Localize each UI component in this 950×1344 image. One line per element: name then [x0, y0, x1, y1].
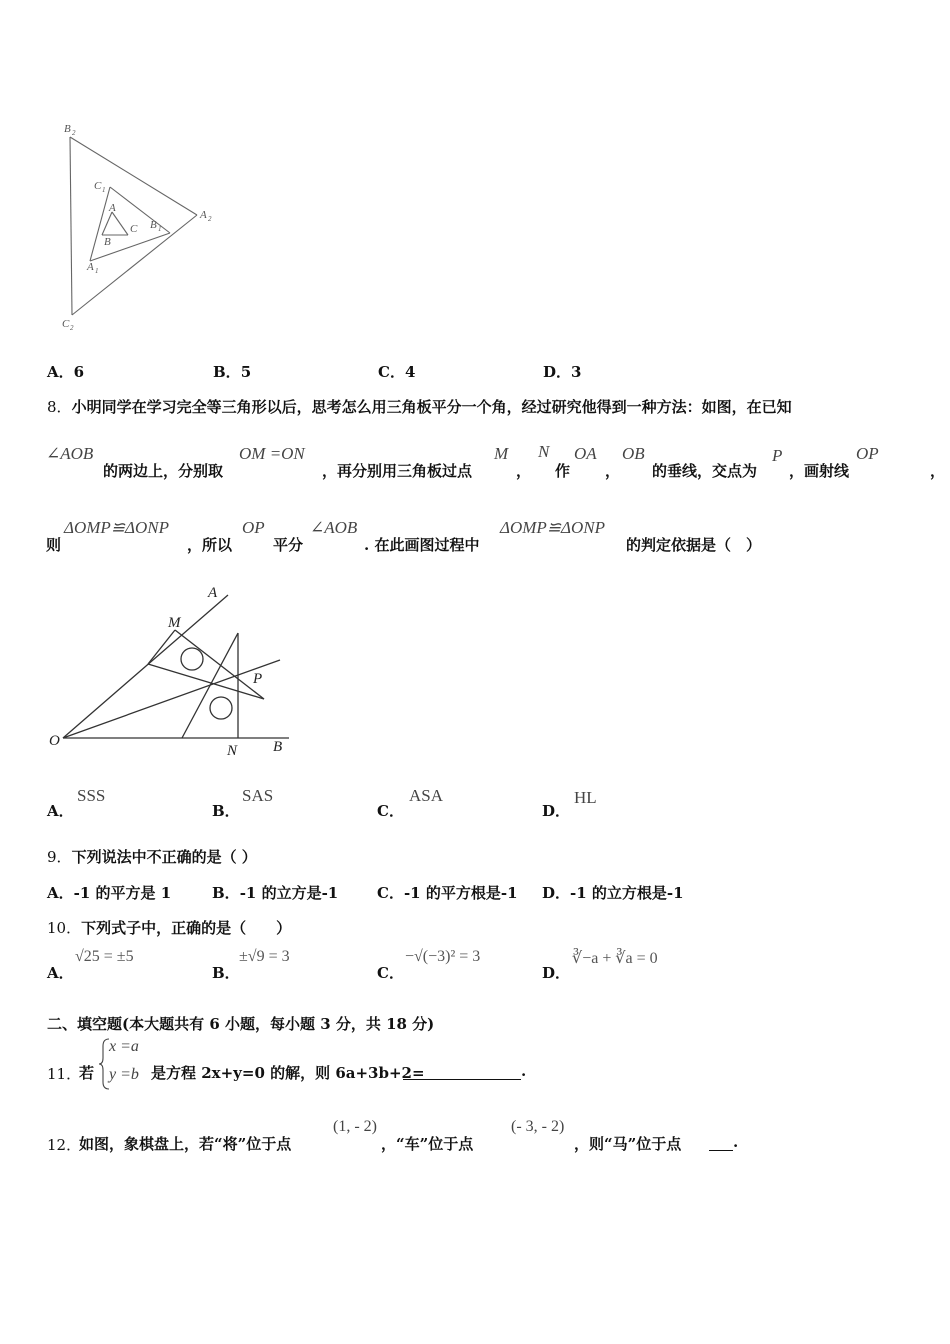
- triangle-figure-q7: [52, 115, 232, 340]
- q8-option-d[interactable]: D． HL: [542, 788, 597, 820]
- label-a2-sub: 2: [208, 215, 212, 223]
- q8-line2: ∠AOB 的两边上，分别取 OM =ON ，再分别用三角板过点 M ， N 作 OA ， OB 的垂线，交点为 P ，画射线 OP ，: [46, 442, 946, 480]
- label-c2: C: [62, 318, 70, 330]
- q10-stem: 10．下列式子中，正确的是（ ）: [47, 919, 292, 937]
- label-a2: A: [200, 209, 207, 221]
- q11: 11． 若 x =a y =b 是方程 2x+y=0 的解，则 6a+3b+2= .: [47, 1034, 647, 1094]
- angle-bisector-figure-q8: [45, 575, 305, 770]
- q10-option-b[interactable]: B． ±√9 = 3: [212, 948, 290, 982]
- label-c1: C: [94, 180, 102, 192]
- q9-option-a[interactable]: A．-1 的平方是 1: [47, 884, 172, 902]
- q11-answer-blank[interactable]: [403, 1079, 521, 1080]
- label-b1: B: [150, 219, 157, 231]
- label-c2-sub: 2: [70, 324, 74, 332]
- q8-option-c[interactable]: C． ASA: [377, 786, 444, 820]
- q8-option-a[interactable]: A． SSS: [47, 786, 106, 820]
- label-m: M: [168, 615, 181, 631]
- label-b: B: [273, 739, 283, 755]
- label-a1: A: [87, 261, 94, 273]
- q7-option-d[interactable]: D．3: [543, 363, 582, 381]
- q8-option-b[interactable]: B． SAS: [212, 786, 274, 820]
- label-b2: B: [64, 123, 71, 135]
- q12-answer-blank[interactable]: [709, 1150, 733, 1151]
- q10-option-a[interactable]: A． √25 = ±5: [47, 948, 134, 982]
- q8-line3: 则 ΔOMP≌ΔONP ，所以 OP 平分 ∠AOB . 在此画图过程中 ΔOMP≌ΔONP 的判定依据是（ ）: [46, 518, 762, 554]
- q9-stem: 9．下列说法中不正确的是（ ）: [47, 848, 257, 866]
- section-2-title: 二、填空题(本大题共有 6 小题，每小题 3 分，共 18 分): [47, 1015, 435, 1033]
- q9-option-c[interactable]: C．-1 的平方根是-1: [377, 884, 518, 902]
- label-c: C: [130, 223, 138, 235]
- q10-option-c[interactable]: C． −√(−3)² = 3: [377, 948, 481, 982]
- q12: 12． 如图，象棋盘上，若“将”位于点 (1, - 2) ，“车”位于点 (- 3, - 2) ，则“马”位于点 .: [47, 1118, 739, 1154]
- label-p: P: [253, 671, 263, 687]
- label-c1-sub: 1: [102, 186, 106, 194]
- q8-line1: 8．小明同学在学习完全等三角形以后，思考怎么用三角板平分一个角，经过研究他得到一种方法：如图，在已知: [47, 398, 792, 416]
- label-b2-sub: 2: [72, 129, 76, 137]
- q7-option-a[interactable]: A．6: [47, 363, 85, 381]
- q9-option-d[interactable]: D．-1 的立方根是-1: [542, 884, 684, 902]
- q9-option-b[interactable]: B．-1 的立方是-1: [212, 884, 339, 902]
- label-a: A: [109, 202, 116, 214]
- label-a: A: [208, 585, 218, 601]
- q7-option-c[interactable]: C．4: [378, 363, 416, 381]
- label-a1-sub: 1: [95, 267, 99, 275]
- q8-number: 8: [47, 398, 57, 416]
- label-b: B: [104, 236, 111, 248]
- q7-option-b[interactable]: B．5: [213, 363, 252, 381]
- q10-option-d[interactable]: D． ∛−a + ∛a = 0: [542, 950, 658, 982]
- label-o: O: [49, 733, 60, 749]
- q8-line1-text: 小明同学在学习完全等三角形以后，思考怎么用三角板平分一个角，经过研究他得到一种方法：如图，在已知: [71, 398, 792, 416]
- label-b1-sub: 1: [158, 225, 162, 233]
- label-n: N: [227, 743, 238, 759]
